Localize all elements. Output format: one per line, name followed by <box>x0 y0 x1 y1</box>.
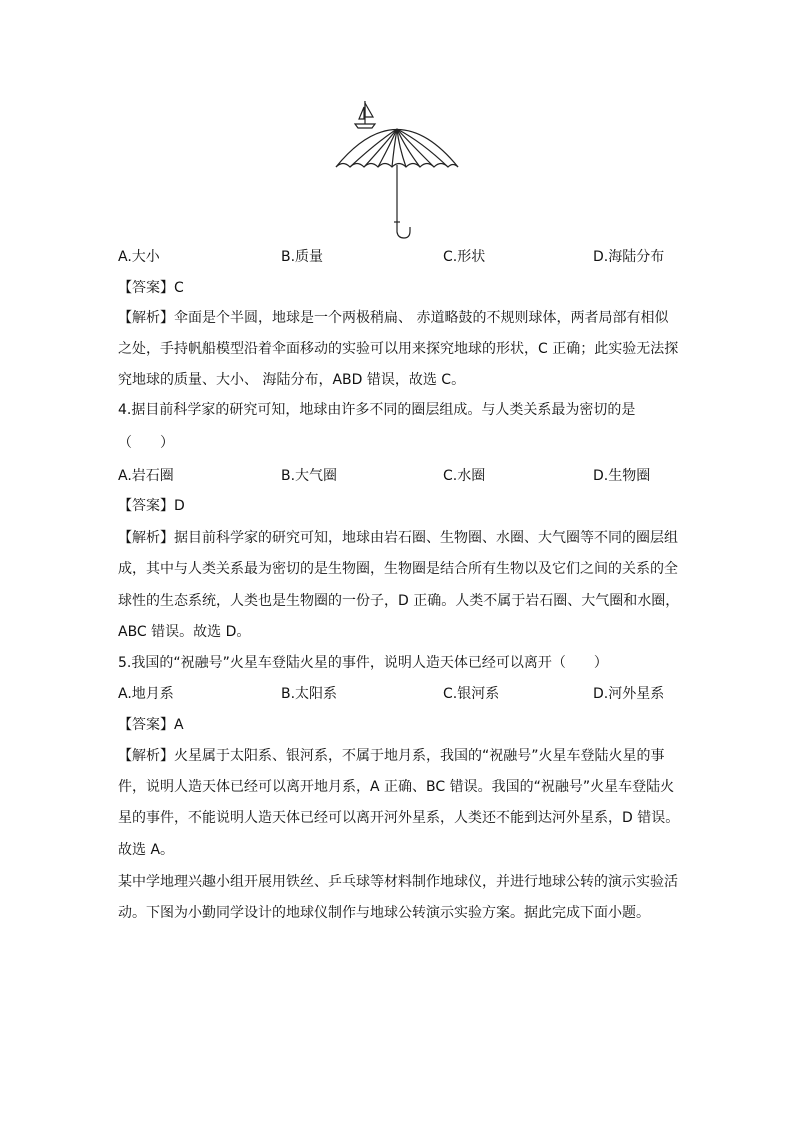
intro-line-1: 某中学地理兴趣小组开展用铁丝、乒乓球等材料制作地球仪，并进行地球公转的演示实验活 <box>118 874 678 890</box>
q4-analysis-line-3: 球性的生态系统，人类也是生物圈的一份子，D 正确。人类不属于岩石圈、大气圈和水圈， <box>118 593 680 609</box>
q4-stem-line-2: （ ） <box>118 435 174 451</box>
q3-option-b: B.质量 <box>281 249 324 265</box>
q4-answer: 【答案】D <box>118 498 185 514</box>
q5-option-b: B.太阳系 <box>281 686 338 702</box>
q5-options <box>118 682 678 706</box>
q4-option-d: D.生物圈 <box>593 468 651 484</box>
intro-line-2: 动。下图为小勤同学设计的地球仪制作与地球公转演示实验方案。据此完成下面小题。 <box>118 905 650 921</box>
q5-option-c: C.银河系 <box>443 686 500 702</box>
q3-analysis-line-1: 【解析】伞面是个半圆，地球是一个两极稍扁、 赤道略鼓的不规则球体，两者局部有相似 <box>118 310 669 326</box>
q5-analysis-line-2: 件，说明人造天体已经可以离开地月系，A 正确、BC 错误。我国的“祝融号”火星车登陆火 <box>118 779 675 795</box>
q5-option-a: A.地月系 <box>118 686 174 702</box>
q5-answer: 【答案】A <box>118 717 184 733</box>
q5-analysis-line-4: 故选 A。 <box>118 842 175 858</box>
q5-analysis-line-3: 星的事件，不能说明人造天体已经可以离开河外星系，人类还不能到达河外星系，D 错误。 <box>118 810 680 826</box>
umbrella-sailboat-figure <box>332 97 462 242</box>
q5-analysis-line-1: 【解析】火星属于太阳系、银河系，不属于地月系，我国的“祝融号”火星车登陆火星的事 <box>118 748 665 764</box>
q3-option-a: A.大小 <box>118 249 160 265</box>
q5-option-d: D.河外星系 <box>593 686 665 702</box>
q4-analysis-line-2: 成，其中与人类关系最为密切的是生物圈，生物圈是结合所有生物以及它们之间的关系的全 <box>118 561 678 577</box>
q4-analysis-line-1: 【解析】据目前科学家的研究可知，地球由岩石圈、生物圈、水圈、大气圈等不同的圈层组 <box>118 530 678 546</box>
q4-analysis-line-4: ABC 错误。故选 D。 <box>118 624 251 640</box>
q3-option-d: D.海陆分布 <box>593 249 665 265</box>
q4-option-c: C.水圈 <box>443 468 486 484</box>
q3-analysis-line-2: 之处，手持帆船模型沿着伞面移动的实验可以用来探究地球的形状，C 正确；此实验无法探 <box>118 341 679 357</box>
q4-options <box>118 464 678 488</box>
q3-answer: 【答案】C <box>118 280 184 296</box>
q3-options <box>118 245 678 269</box>
q4-option-a: A.岩石圈 <box>118 468 174 484</box>
q3-analysis-line-3: 究地球的质量、大小、 海陆分布，ABD 错误，故选 C。 <box>118 372 466 388</box>
q3-option-c: C.形状 <box>443 249 486 265</box>
q4-stem-line-1: 4.据目前科学家的研究可知，地球由许多不同的圈层组成。与人类关系最为密切的是 <box>118 402 636 418</box>
q4-option-b: B.大气圈 <box>281 468 338 484</box>
q5-stem: 5.我国的“祝融号”火星车登陆火星的事件，说明人造天体已经可以离开（ ） <box>118 655 608 671</box>
